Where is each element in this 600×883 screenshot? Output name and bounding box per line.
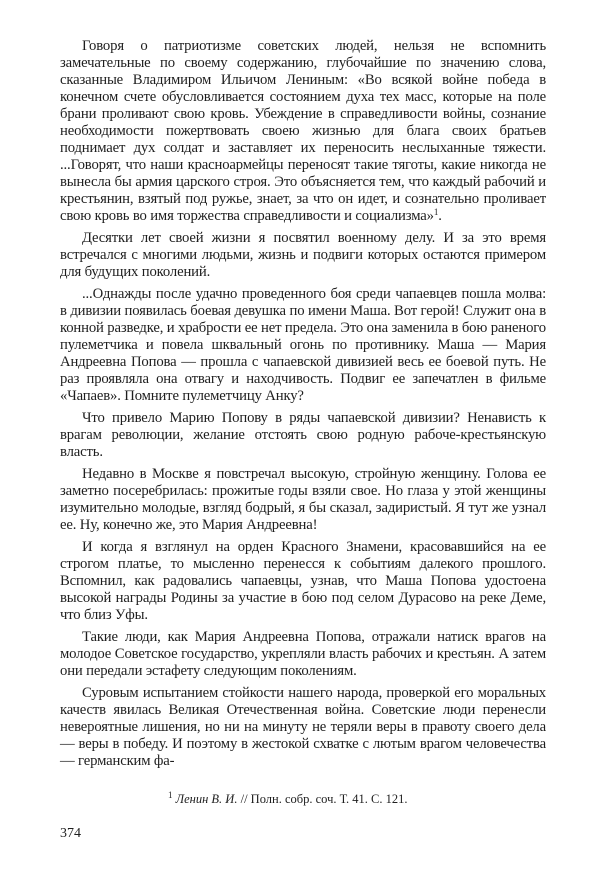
paragraph-great-patriotic-war: Суровым испытанием стойкости нашего народа, проверкой его моральных качеств явилась Великая Отечественная война. Советские люди перенесли невероятные лишения, но ни на минуту не теряли веры в правоту своего дела — веры в победу. И поэтому в жестокой схватке с лютым врагом человечества — германским фа-: [60, 685, 546, 769]
paragraph-motivation: Что привело Марию Попову в ряды чапаевской дивизии? Ненависть к врагам революции, желание отстоять свою родную рабоче-крестьянскую власть.: [60, 410, 546, 460]
footnote-marker: 1: [168, 790, 173, 800]
paragraph-text: Говоря о патриотизме советских людей, нельзя не вспомнить замечательные по своему содержанию, глубочайшие по значению слова, сказанные Владимиром Ильичом Лениным: «Во всякой войне победа в конечном счете обусловливается состоянием духа тех масс, которые на поле брани проливают свою кровь. Убеждение в справедливости войны, сознание необходимости пожертвовать своею жизнью для блага своих братьев поднимает дух солдат и заставляет их переносить неслыханные тяжести. ...Говорят, что наши красноармейцы переносят такие тяготы, какие никогда не вынесла бы армия царского строя. Это объясняется тем, что каждый рабочий и крестьянин, взятый под ружье, знает, за что он идет, и сознательно проливает свою кровь во имя торжества справедливости и социализма»: [60, 38, 546, 224]
paragraph-military-service: Десятки лет своей жизни я посвятил военному делу. И за это время встречался с многими людьми, жизнь и подвиги которых остаются примером для будущих поколений.: [60, 230, 546, 280]
footnote-author: Ленин В. И.: [175, 792, 238, 806]
paragraph-lenin-quote: Говоря о патриотизме советских людей, нельзя не вспомнить замечательные по своему содержанию, глубочайшие по значению слова, сказанные Владимиром Ильичом Лениным: «Во всякой войне победа в конечном счете обусловливается состоянием духа тех масс, которые на поле брани проливают свою кровь. Убеждение в справедливости войны, сознание необходимости пожертвовать своею жизнью для блага своих братьев поднимает дух солдат и заставляет их переносить неслыханные тяжести. ...Говорят, что наши красноармейцы переносят такие тяготы, какие никогда не вынесла бы армия царского строя. Это объясняется тем, что каждый рабочий и крестьянин, взятый под ружье, знает, за что он идет, и сознательно проливает свою кровь во имя торжества справедливости и социализма»$^1$.: [60, 38, 546, 224]
paragraph-red-banner-order: И когда я взглянул на орден Красного Знамени, красовавшийся на ее строгом платье, то мысленно перенесся к событиям далекого прошлого. Вспомнил, как радовались чапаевцы, узнав, что Маша Попова удостоена высокой награды Родины за участие в бою под селом Дурасово на реке Деме, что близ Уфы.: [60, 539, 546, 623]
paragraph-masha-story: ...Однажды после удачно проведенного боя среди чапаевцев пошла молва: в дивизии появилась боевая девушка по имени Маша. Вот герой! Служит она в конной разведке, и храбрости ее нет предела. Это она заменила в бою раненого пулеметчика и повела шквальный огонь по противнику. Маша — Мария Андреевна Попова — прошла с чапаевской дивизией весь ее боевой путь. Не раз проявляла она отвагу и находчивость. Подвиг ее запечатлен в фильме «Чапаев». Помните пулеметчицу Анку?: [60, 286, 546, 404]
footnote: [168, 792, 407, 807]
page-body: [60, 38, 546, 775]
footnote-citation: // Полн. собр. соч. Т. 41. С. 121.: [240, 792, 408, 806]
paragraph-moscow-meeting: Недавно в Москве я повстречал высокую, стройную женщину. Голова ее заметно посеребрилась: прожитые годы взяли свое. Но глаза у этой женщины изумительно молодые, взгляд бодрый, я бы сказал, задиристый. Я тут же узнал ее. Ну, конечно же, это Мария Андреевна!: [60, 466, 546, 533]
page-number: 374: [60, 826, 81, 841]
paragraph-generations: Такие люди, как Мария Андреевна Попова, отражали натиск врагов на молодое Советское государство, укрепляли власть рабочих и крестьян. А затем они передали эстафету следующим поколениям.: [60, 629, 546, 679]
footnote-reference[interactable]: 1: [433, 207, 439, 217]
